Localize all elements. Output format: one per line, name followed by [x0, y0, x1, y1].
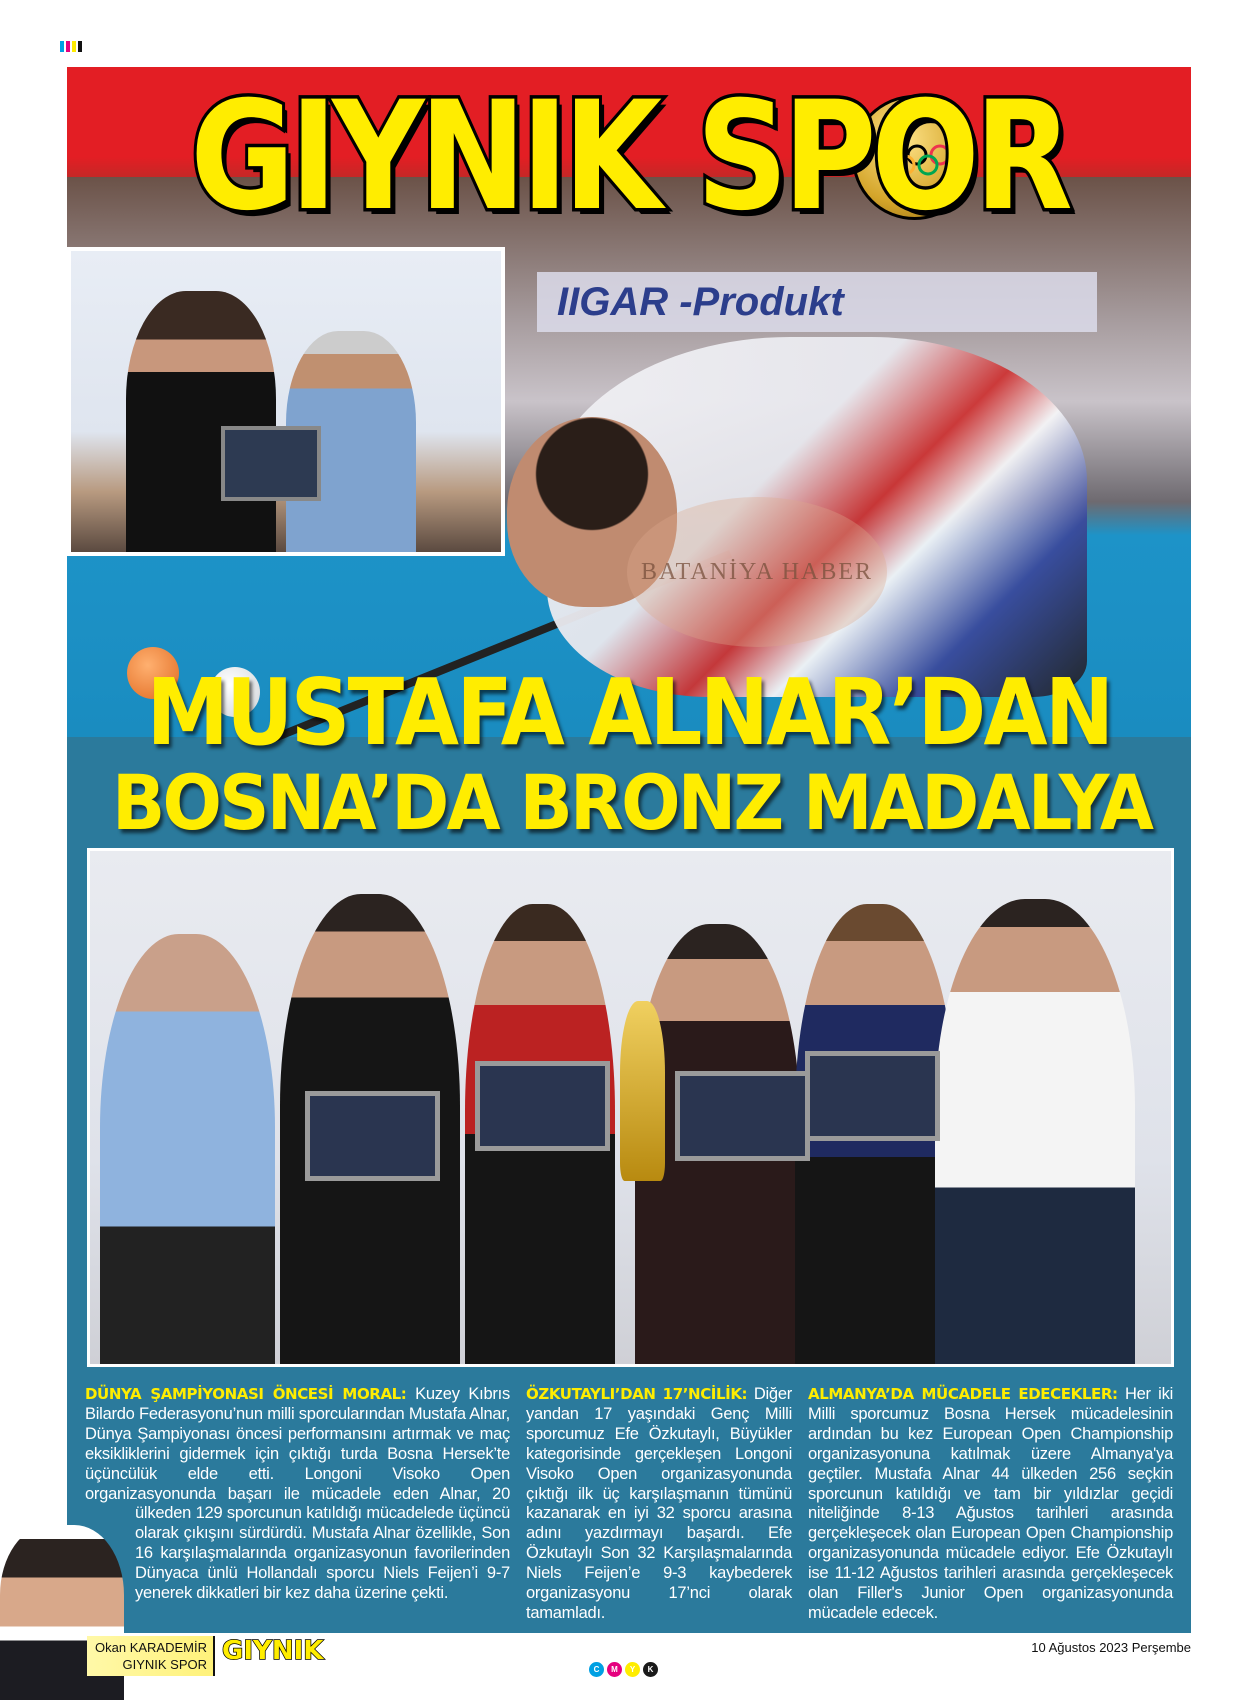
inset-photo-award [67, 247, 505, 556]
photo-background-banner: IIGAR -Produkt [537, 272, 1097, 332]
sports-page [67, 67, 1191, 1633]
person-figure [100, 934, 275, 1364]
group-photo-podium [87, 848, 1174, 1367]
trophy-cup [620, 1001, 665, 1181]
award-plaque [475, 1061, 610, 1151]
headline-line-1: MUSTAFA ALNAR’DAN [146, 659, 1112, 766]
award-plaque [221, 426, 321, 501]
article-kicker: DÜNYA ŞAMPİYONASI ÖNCESİ MORAL: [85, 1385, 407, 1403]
magenta-mark [66, 41, 70, 52]
author-outlet: GIYNIK SPOR [122, 1657, 207, 1672]
article-column-3 [808, 1385, 1173, 1633]
cmyk-dot-y: Y [625, 1662, 640, 1677]
person-figure [935, 899, 1135, 1364]
cyan-mark [60, 41, 64, 52]
article-kicker: ÖZKUTAYLI’DAN 17’NCİLİK: [526, 1385, 748, 1403]
cmyk-dot-m: M [607, 1662, 622, 1677]
award-plaque [675, 1071, 810, 1161]
masthead-logo: GIYNIK SPOR [190, 70, 1068, 244]
author-name: Okan KARADEMİR [95, 1640, 207, 1655]
article-column-1 [85, 1385, 510, 1633]
black-mark [78, 41, 82, 52]
cmyk-marks [589, 1662, 658, 1677]
article-columns [85, 1385, 1177, 1633]
registration-marks [60, 41, 82, 52]
award-plaque [805, 1051, 940, 1141]
article-body: Kuzey Kıbrıs Bilardo Federasyonu’nun milli sporcularından Mustafa Alnar, Dünya Şampiyonası öncesi performansını artırmak ve maç eksikliklerini gidermek için çıktığı turda Bosna Hersek’te üçüncülük elde etti. Longoni Visoko Open organizasyonunda başarı ile mücadele eden Alnar, 20 ülkeden 129 sporcunun katıldığı mücadelede üçüncü olarak çıkışını sürdürdü. Mustafa Alnar özellikle, Son 16 karşılaşmalarında organizasyonun favorilerinden Dünyaca ünlü Hollandalı sporcu Niels Feijen’i 9-7 yenerek dikkatleri bir kez daha üzerine çekti. [85, 1385, 510, 1603]
cmyk-dot-c: C [589, 1662, 604, 1677]
footer-logo: GIYNIK [222, 1636, 324, 1666]
player-figure [126, 291, 276, 556]
award-plaque [305, 1091, 440, 1181]
article-kicker: ALMANYA’DA MÜCADELE EDECEKLER: [808, 1385, 1118, 1403]
yellow-mark [72, 41, 76, 52]
cmyk-dot-k: K [643, 1662, 658, 1677]
article-body: Diğer yandan 17 yaşındaki Genç Milli sporcumuz Efe Özkutaylı, Büyükler kategorisinde gerçekleşen Longoni Visoko Open organizasyonunda çıktığı ilk üç karşılaşmanın tümünü kazanarak en iyi 32 sporcu arasına adını yazdırmayı başardı. Efe Özkutaylı Son 32 Karşılaşmalarında Niels Feijen’e 9-3 kaybederek organizasyonu 17’nci olarak tamamladı. [526, 1385, 792, 1622]
issue-date: 10 Ağustos 2023 Perşembe [1031, 1640, 1191, 1655]
watermark: BATANİYA HABER [627, 497, 887, 647]
headline-line-2: BOSNA’DA BRONZ MADALYA [111, 758, 1152, 847]
article-column-2 [526, 1385, 792, 1633]
author-byline [87, 1636, 215, 1676]
article-body: Her iki Milli sporcumuz Bosna Hersek mücadelesinin ardından bu kez European Open Championship organizasyonuna katılmak üzere Almanya'ya geçtiler. Mustafa Alnar 44 ülkeden 256 seçkin sporcunun katıldığı ve tam bir yıldızlar geçidi niteliğinde 8-13 Ağustos tarihleri arasında gerçekleşecek olan European Open Championship organizasyonunda mücadele ediyor. Efe Özkutaylı ise 11-12 Ağustos tarihleri arasında gerçekleşecek olan Filler's Junior Open organizasyonunda mücadele edecek. [808, 1385, 1173, 1622]
